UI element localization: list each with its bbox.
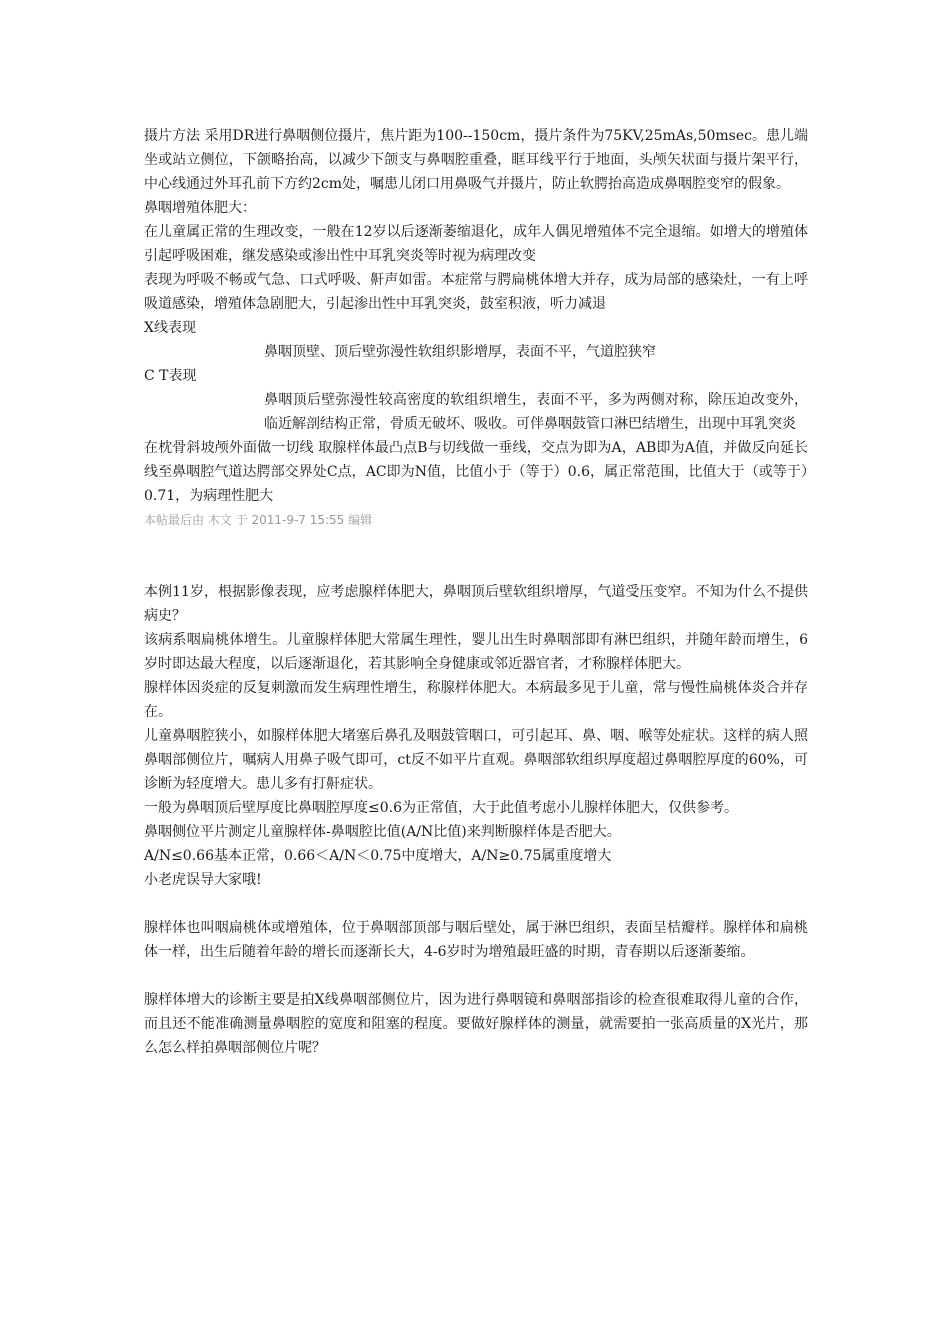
paragraph-an-ratio: 鼻咽侧位平片测定儿童腺样体-鼻咽腔比值(A/N比值)来判断腺样体是否肥大。 xyxy=(144,824,621,840)
paragraph-case-comment: 本例11岁，根据影像表现，应考虑腺样体肥大，鼻咽顶后壁软组织增厚，气道受压变窄。不知为什么不提供病史？ xyxy=(144,584,808,624)
spacer xyxy=(144,892,808,916)
paragraph-xray-findings: 鼻咽顶壁、顶后壁弥漫性软组织影增厚，表面不平，气道腔狭窄 xyxy=(264,344,656,360)
document-body xyxy=(144,124,808,1060)
paragraph-children-nasopharynx: 儿童鼻咽腔狭小，如腺样体肥大堵塞后鼻孔及咽鼓管咽口，可引起耳、鼻、咽、喉等处症状。这样的病人照鼻咽部侧位片，嘱病人用鼻子吸气即可，ct反不如平片直观。鼻咽部软组织厚度超过鼻咽腔厚度的60%，可诊断为轻度增大。患儿多有打鼾症状。 xyxy=(144,728,808,792)
heading-ct-findings: C T表现 xyxy=(144,368,197,384)
paragraph-diagnosis: 腺样体增大的诊断主要是拍X线鼻咽部侧位片，因为进行鼻咽镜和鼻咽部指诊的检查很难取得儿童的合作，而且还不能准确测量鼻咽腔的宽度和阻塞的程度。要做好腺样体的测量，就需要拍一张高质量的X光片，那么怎么样拍鼻咽部侧位片呢？ xyxy=(144,992,808,1056)
paragraph-ct-findings: 鼻咽顶后壁弥漫性较高密度的软组织增生，表面不平，多为两侧对称，除压迫改变外，临近解剖结构正常，骨质无破坏、吸收。可伴鼻咽鼓管口淋巴结增生，出现中耳乳突炎 xyxy=(264,392,808,432)
paragraph-measurement-method: 在枕骨斜坡颅外面做一切线 取腺样体最凸点B与切线做一垂线，交点为即为A，AB即为A值，并做反向延长线至鼻咽腔气道达腭部交界处C点，AC即为N值，比值小于（等于）0.6，属正常范围，比值大于（或等于）0.71，为病理性肥大 xyxy=(144,440,808,504)
paragraph-pathological-hyperplasia: 腺样体因炎症的反复刺激而发生病理性增生，称腺样体肥大。本病最多见于儿童，常与慢性扁桃体炎合并存在。 xyxy=(144,680,808,720)
spacer xyxy=(144,532,808,580)
paragraph-an-grading: A/N≤0.66基本正常，0.66＜A/N＜0.75中度增大，A/N≥0.75属重度增大 xyxy=(144,848,612,864)
paragraph-remark: 小老虎误导大家哦! xyxy=(144,872,262,888)
paragraph-symptoms: 表现为呼吸不畅或气急、口式呼吸、鼾声如雷。本症常与腭扁桃体增大并存，成为局部的感染灶，一有上呼吸道感染，增殖体急剧肥大，引起渗出性中耳乳突炎，鼓室积液，听力减退 xyxy=(144,272,808,312)
paragraph-physiology: 在儿童属正常的生理改变，一般在12岁以后逐渐萎缩退化，成年人偶见增殖体不完全退缩。如增大的增殖体引起呼吸困难，继发感染或渗出性中耳乳突炎等时视为病理改变 xyxy=(144,224,808,264)
paragraph-imaging-method: 摄片方法 采用DR进行鼻咽侧位摄片，焦片距为100--150cm，摄片条件为75KV,25mAs,50msec。患儿端坐或站立侧位，下颌略抬高，以减少下颌支与鼻咽腔重叠，眶耳线平行于地面，头颅矢状面与摄片架平行，中心线通过外耳孔前下方约2cm处，嘱患儿闭口用鼻吸气并摄片，防止软腭抬高造成鼻咽腔变窄的假象。 xyxy=(144,128,808,192)
heading-xray-findings: X线表现 xyxy=(144,320,196,336)
paragraph-normal-ratio: 一般为鼻咽顶后壁厚度比鼻咽腔厚度≤0.6为正常值，大于此值考虑小儿腺样体肥大，仅供参考。 xyxy=(144,800,738,816)
paragraph-pharyngeal-tonsil: 该病系咽扁桃体增生。儿童腺样体肥大常属生理性，婴儿出生时鼻咽部即有淋巴组织，并随年龄而增生，6岁时即达最大程度，以后逐渐退化，若其影响全身健康或邻近器官者，才称腺样体肥大。 xyxy=(144,632,808,672)
spacer xyxy=(144,964,808,988)
edit-note: 本帖最后由 木文 于 2011-9-7 15:55 编辑 xyxy=(144,513,373,527)
heading-adenoid-hypertrophy: 鼻咽增殖体肥大： xyxy=(144,200,256,216)
paragraph-adenoid-definition: 腺样体也叫咽扁桃体或增殖体，位于鼻咽部顶部与咽后壁处，属于淋巴组织，表面呈桔瓣样。腺样体和扁桃体一样，出生后随着年龄的增长而逐渐长大，4-6岁时为增殖最旺盛的时期，青春期以后逐渐萎缩。 xyxy=(144,920,808,960)
